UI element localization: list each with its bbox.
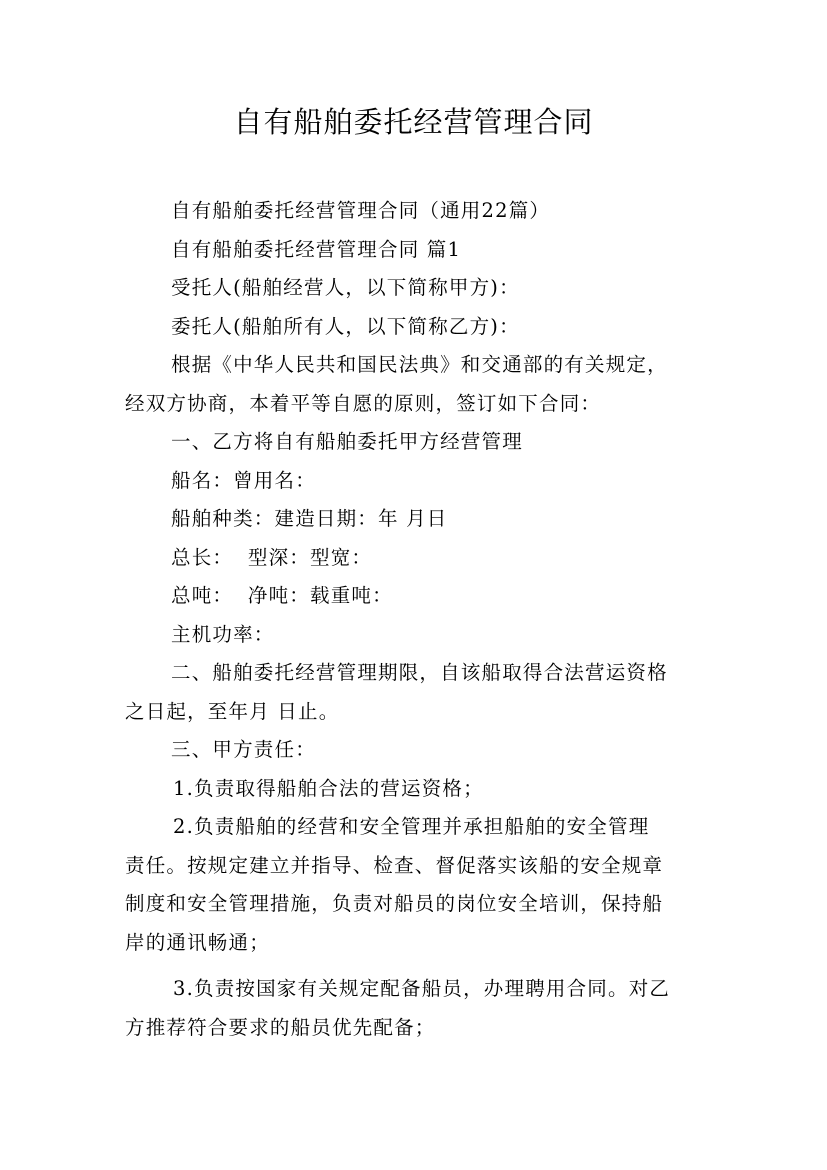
paragraph-line: 1.负责取得船舶合法的营运资格；	[173, 776, 484, 800]
document-body	[125, 192, 711, 1047]
paragraph-line: 制度和安全管理措施，负责对船员的岗位安全培训，保持船	[125, 892, 664, 915]
paragraph-line: 自有船舶委托经营管理合同 篇1	[171, 237, 462, 261]
paragraph-line: 责任。按规定建立并指导、检查、督促落实该船的安全规章	[125, 853, 664, 877]
paragraph-line: 3.负责按国家有关规定配备船员，办理聘用合同。对乙	[173, 977, 671, 1000]
paragraph-line: 岸的通讯畅通；	[125, 930, 270, 954]
paragraph-line: 之日起，至年月 日止。	[125, 699, 340, 723]
paragraph-line: 受托人(船舶经营人，以下简称甲方)：	[171, 276, 520, 299]
paragraph-line: 总长： 型深：型宽：	[171, 545, 373, 569]
paragraph-line: 2.负责船舶的经营和安全管理并承担船舶的安全管理	[173, 815, 650, 838]
paragraph-line: 二、船舶委托经营管理期限，自该船取得合法营运资格	[171, 661, 668, 684]
paragraph-line: 船名：曾用名：	[171, 468, 316, 492]
paragraph-line: 一、乙方将自有船舶委托甲方经营管理	[171, 430, 523, 453]
paragraph-line: 主机功率：	[171, 622, 275, 646]
paragraph-line: 方推荐符合要求的船员优先配备；	[125, 1015, 436, 1039]
document-title: 自有船舶委托经营管理合同	[233, 105, 594, 139]
paragraph-line: 委托人(船舶所有人，以下简称乙方)：	[171, 314, 520, 338]
paragraph-line: 船舶种类：建造日期：年 月日	[171, 507, 448, 530]
paragraph-line: 经双方协商，本着平等自愿的原则，签订如下合同：	[125, 391, 602, 415]
paragraph-line: 总吨： 净吨：载重吨：	[171, 584, 393, 607]
paragraph-line: 根据《中华人民共和国民法典》和交通部的有关规定，	[171, 353, 668, 376]
paragraph-line: 三、甲方责任：	[171, 738, 316, 761]
paragraph-line: 自有船舶委托经营管理合同（通用22篇）	[171, 199, 551, 222]
